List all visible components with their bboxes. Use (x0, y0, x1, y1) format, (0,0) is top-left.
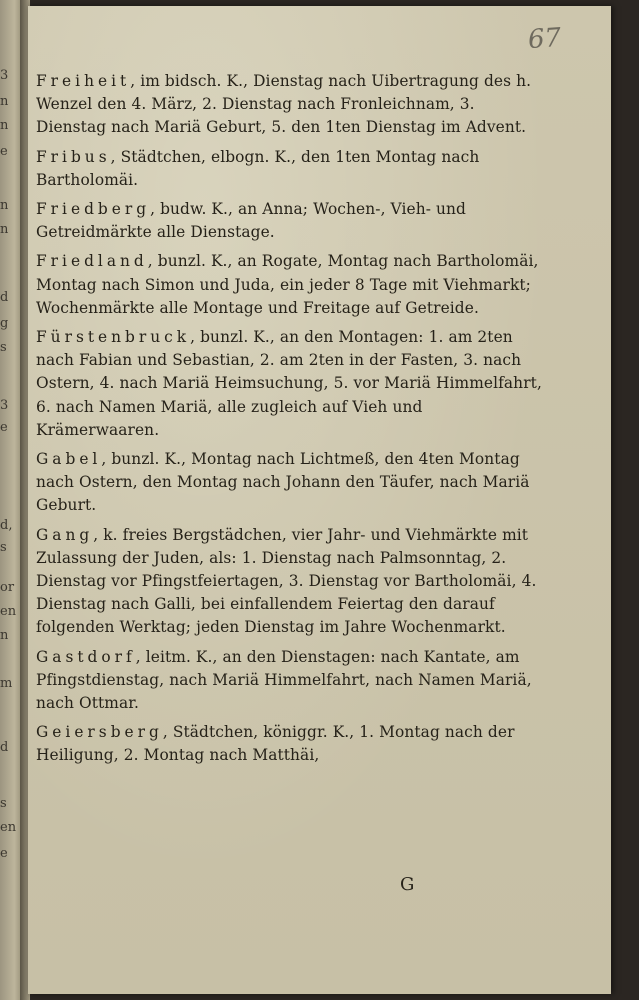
market-entry (36, 721, 548, 767)
place-name: Friedberg (36, 200, 151, 219)
place-name: Fürstenbruck (36, 328, 191, 347)
left-page-fragment: n (0, 94, 9, 109)
left-page-fragment: 3 (0, 398, 9, 413)
left-page-fragment: n (0, 118, 9, 133)
left-page-fragment: g (0, 316, 9, 331)
left-page-fragment: s (0, 796, 7, 811)
entry-text: , budw. K., an Anna; Wochen-, Vieh- und Getreidmärkte alle Dienstage. (36, 200, 467, 242)
left-page-fragment: en (0, 604, 17, 619)
market-entry (36, 70, 548, 140)
entry-text: , k. freies Bergstädchen, vier Jahr- und Viehmärkte mit Zulassung der Juden, als: 1. Dienstag nach Palmsonntag, 2. Dienstag vor Pfingstfeiertagen, 3. Dienstag vor Bartholomäi, 4. Dienstag nach Galli, bei einfallendem Feiertag den darauf folgenden Werktag; jeden Dienstag im Jahre Wochenmarkt. (36, 525, 537, 637)
entry-text: , Städtchen, elbogn. K., den 1ten Montag nach Bartholomäi. (36, 147, 480, 189)
market-entry (36, 646, 548, 716)
place-name: Gastdorf (36, 647, 136, 666)
left-page-fragment: 3 (0, 68, 9, 83)
left-page-fragment: n (0, 628, 9, 643)
left-page-fragment: m (0, 676, 13, 691)
left-page-fragment: n (0, 222, 9, 237)
entry-text: , bunzl. K., an Rogate, Montag nach Bartholomäi, Montag nach Simon und Juda, ein jeder 8 Tage mit Viehmarkt; Wochenmärkte alle Montage und Freitage auf Getreide. (36, 252, 539, 317)
left-page-fragment: d, (0, 518, 13, 533)
left-page-fragment: e (0, 420, 8, 435)
entry-text: , bunzl. K., Montag nach Lichtmeß, den 4ten Montag nach Ostern, den Montag nach Johann den Täufer, nach Mariä Geburt. (36, 450, 530, 515)
left-page-fragment: d (0, 290, 9, 305)
place-name: Gang (36, 525, 94, 544)
entry-text: , bunzl. K., an den Montagen: 1. am 2ten nach Fabian und Sebastian, 2. am 2ten in der Fasten, 3. nach Ostern, 4. nach Mariä Heimsuchung, 5. vor Mariä Himmelfahrt, 6. nach Namen Mariä, alle zugleich auf Vieh und Krämerwaaren. (36, 328, 542, 439)
left-page-fragment: en (0, 820, 17, 835)
left-page-fragment: or (0, 580, 15, 595)
market-entry (36, 326, 548, 442)
entry-text: , Städtchen, königgr. K., 1. Montag nach der Heiligung, 2. Montag nach Matthäi, (36, 723, 515, 765)
left-page-fragment: e (0, 846, 8, 861)
left-page-fragment: e (0, 144, 8, 159)
market-entry (36, 198, 548, 244)
page-text (36, 70, 548, 774)
entry-text: , im bidsch. K., Dienstag nach Uibertragung des h. Wenzel den 4. März, 2. Dienstag nach Fronleichnam, 3. Dienstag nach Mariä Geburt, 5. den 1ten Dienstag im Advent. (36, 72, 532, 137)
market-entry (36, 250, 548, 320)
place-name: Geiersberg (36, 723, 163, 742)
place-name: Gabel (36, 450, 102, 469)
left-page-fragment: s (0, 540, 7, 555)
place-name: Fribus (36, 147, 111, 166)
place-name: Freiheit (36, 72, 131, 90)
entry-text: , leitm. K., an den Dienstagen: nach Kantate, am Pfingstdienstag, nach Mariä Himmelfahrt, nach Namen Mariä, nach Ottmar. (36, 647, 532, 713)
market-entry (36, 146, 548, 192)
page-number: 67 (526, 22, 563, 56)
signature-mark: G (400, 874, 415, 895)
market-entry (36, 524, 548, 640)
book-page (28, 6, 611, 994)
place-name: Friedland (36, 252, 148, 271)
left-page-fragment: s (0, 340, 7, 355)
left-page-fragment: n (0, 198, 9, 213)
market-entry (36, 448, 548, 518)
left-page-fragment: d (0, 740, 9, 755)
